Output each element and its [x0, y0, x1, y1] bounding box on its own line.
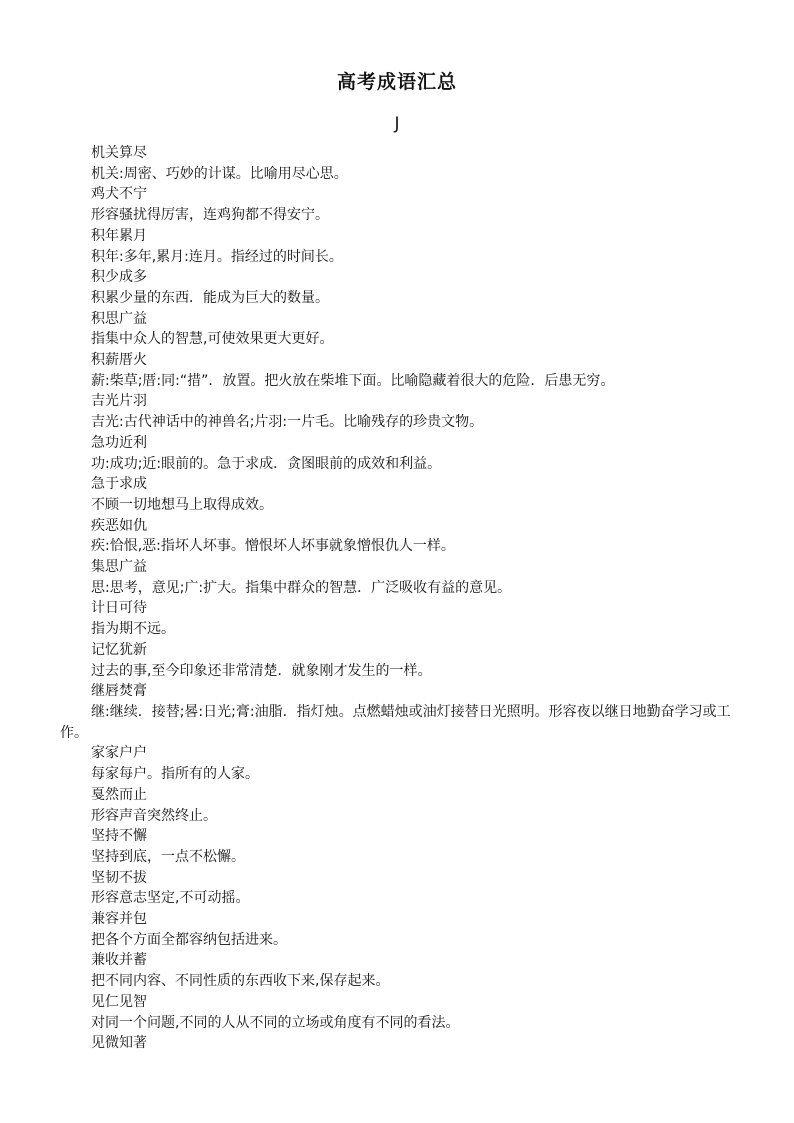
idiom-definition: 对同一个问题,不同的人从不同的立场或角度有不同的看法。 — [91, 1014, 460, 1031]
idiom-term: 坚持不懈 — [91, 828, 147, 845]
idiom-definition: 功:成功;近:眼前的。急于求成．贪图眼前的成效和利益。 — [91, 455, 442, 472]
idiom-entry — [0, 640, 794, 681]
idiom-definition: 每家每户。指所有的人家。 — [91, 766, 259, 783]
idiom-term: 机关算尽 — [91, 145, 147, 161]
idiom-term: 吉光片羽 — [91, 393, 147, 410]
idiom-definition: 形容声音突然终止。 — [91, 807, 217, 824]
idiom-definition: 形容意志坚定,不可动摇。 — [91, 890, 250, 907]
idiom-entry — [0, 681, 794, 743]
idiom-entry — [0, 992, 794, 1033]
idiom-entry — [0, 226, 794, 267]
idiom-entry — [0, 868, 794, 909]
idiom-term: 鸡犬不宁 — [91, 186, 147, 203]
idiom-term: 家家户户 — [91, 745, 147, 762]
idiom-term: 见微知著 — [91, 1035, 147, 1052]
idiom-entry — [0, 785, 794, 826]
idiom-term: 继唇焚膏 — [91, 683, 147, 700]
idiom-entry — [0, 950, 794, 991]
idiom-entry — [0, 309, 794, 350]
idiom-entry — [0, 350, 794, 391]
idiom-definition: 机关:周密、巧妙的计谋。比喻用尽心思。 — [91, 165, 348, 182]
idiom-definition: 疾:恰恨,恶:指坏人坏事。憎恨坏人坏事就象憎恨仇人一样。 — [91, 538, 455, 555]
idiom-entry — [0, 909, 794, 950]
idiom-entry — [0, 743, 794, 784]
idiom-term: 积年累月 — [91, 227, 147, 244]
idiom-definition: 不顾一切地想马上取得成效。 — [91, 496, 273, 513]
idiom-definition: 薪:柴草;厝:同:“措”．放置。把火放在柴堆下面。比喻隐藏着很大的危险．后患无穷。 — [91, 372, 615, 389]
idiom-entry — [0, 474, 794, 515]
idiom-definition: 积年:多年,累月:连月。指经过的时间长。 — [91, 248, 343, 265]
idiom-term: 计日可待 — [91, 600, 147, 617]
idiom-entry — [0, 433, 794, 474]
idiom-entry — [0, 516, 794, 557]
idiom-definition: 形容骚扰得厉害，连鸡狗都不得安宁。 — [91, 207, 329, 224]
idiom-definition: 继:继续．接替;晷:日光;膏:油脂．指灯烛。点燃蜡烛或油灯接替日光照明。形容夜以继日地勤奋学习或工作。 — [60, 703, 731, 741]
idiom-term: 见仁见智 — [91, 993, 147, 1010]
idiom-term: 急于求成 — [91, 476, 147, 493]
idiom-definition: 把各个方面全都容纳包括进来。 — [91, 931, 287, 948]
idiom-definition: 思:思考，意见;广:扩大。指集中群众的智慧．广泛吸收有益的意见。 — [91, 579, 512, 596]
idiom-definition: 过去的事,至今印象还非常清楚．就象刚才发生的一样。 — [91, 662, 432, 679]
idiom-definition: 吉光:古代神话中的神兽名;片羽:一片毛。比喻残存的珍贵文物。 — [91, 414, 484, 431]
idiom-term: 积少成多 — [91, 269, 147, 286]
idiom-entry — [0, 143, 794, 184]
idiom-definition: 把不同内容、不同性质的东西收下来,保存起来。 — [91, 973, 390, 990]
idiom-term: 兼收并蓄 — [91, 952, 147, 969]
idiom-entry — [0, 267, 794, 308]
idiom-definition: 指集中众人的智慧,可使效果更大更好。 — [91, 331, 334, 348]
idiom-entry — [0, 1033, 794, 1054]
idiom-term: 戛然而止 — [91, 786, 147, 803]
idiom-entry — [0, 826, 794, 867]
idiom-definition: 坚持到底，一点不松懈。 — [91, 848, 245, 865]
section-letter-heading: J — [394, 114, 400, 134]
idiom-entry — [0, 391, 794, 432]
idiom-term: 积思广益 — [91, 310, 147, 327]
idiom-term: 集思广益 — [91, 559, 147, 576]
idiom-term: 坚韧不拔 — [91, 869, 147, 886]
idiom-term: 疾恶如仇 — [91, 517, 147, 534]
idiom-entry — [0, 557, 794, 598]
idiom-term: 急功近利 — [91, 434, 147, 451]
idiom-list — [0, 143, 794, 1054]
idiom-entry — [0, 184, 794, 225]
idiom-term: 记忆犹新 — [91, 641, 147, 658]
idiom-definition: 指为期不远。 — [91, 621, 175, 638]
idiom-term: 兼容并包 — [91, 911, 147, 928]
document-title: 高考成语汇总 — [336, 71, 457, 93]
idiom-definition: 积累少量的东西．能成为巨大的数量。 — [91, 289, 329, 306]
idiom-term: 积薪厝火 — [91, 352, 147, 369]
idiom-entry — [0, 598, 794, 639]
